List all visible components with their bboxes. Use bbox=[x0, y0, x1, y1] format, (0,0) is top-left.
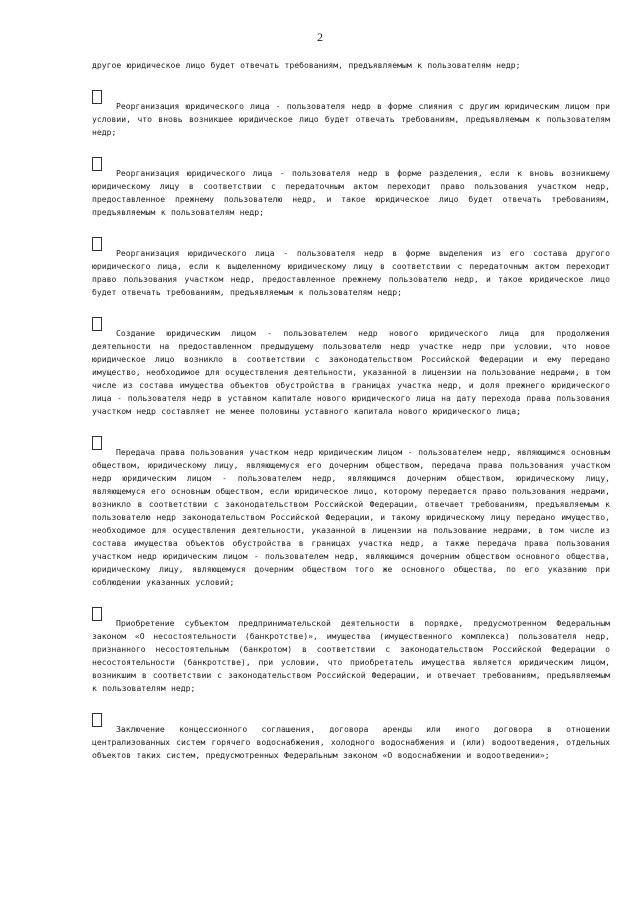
checkbox-icon[interactable] bbox=[92, 436, 102, 450]
page-number: 2 bbox=[317, 30, 323, 44]
checkbox-icon[interactable] bbox=[92, 157, 102, 171]
checkbox-icon[interactable] bbox=[92, 713, 102, 727]
checkbox-icon[interactable] bbox=[92, 237, 102, 251]
item-text: Реорганизация юридического лица - пользователя недр в форме выделения из его состава другого юридического лица, если к выделенному юридическому лицу в соответствии с передаточным актом переходит право пользования участком недр, предоставленное прежнему пользователю недр, и такое юридическое лицо будет отвечать требованиям, предъявляемым к пользователям недр; bbox=[92, 248, 610, 297]
item-text: Создание юридическим лицом - пользователем недр нового юридического лица для продолжения деятельности на предоставленном предыдущему пользователю недр участке недр при условии, что новое юридическое лицо возникло в соответствии с законодательством Российской Федерации и ему передано имущество, необходимое для осуществления деятельности, указанной в лицензии на пользование недрами, в том числе из состава имущества объектов обустройства в границах участка недр, и доля прежнего юридического лица - пользователя недр в уставном капитале нового юридического лица на дату перехода права пользования участком недр составляет не менее половины уставного капитала нового юридического лица; bbox=[92, 328, 610, 416]
item-text: Передача права пользования участком недр юридическим лицом - пользователем недр, являющимся основным обществом, юридическому лицу, являющемуся его дочерним обществом, передача права пользования участком недр юридическим лицом - пользователем недр, являющимся дочерним обществом, юридическому лицу, являющемуся его основным обществом, если юридическое лицо, которому передается право пользования недрами, возникло в соответствии с законодательством Российской Федерации, отвечает требованиям, предъявляемым к пользователю недр законодательством Российской Федерации, и такому юридическому лицу передано имущество, необходимое для осуществления деятельности, указанной в лицензии на пользование недрами, в том числе из состава имущества объектов обустройства в границах участка недр, а также передача права пользования участком недр юридическим лицом - пользователем недр, являющимся дочерним обществом основного общества, юридическому лицу, являющемуся дочерним обществом того же основного общества, по его указанию при соблюдении указанных условий; bbox=[92, 447, 610, 587]
item-text: Приобретение субъектом предпринимательской деятельности в порядке, предусмотренном Федеральным законом «О несостоятельности (банкротстве)», имущества (имущественного комплекса) пользователя недр, признанного несостоятельным (банкротом) в соответствии с законодательством Российской Федерации о несостоятельности (банкротстве), при условии, что приобретатель имущества является юридическим лицом, возникшим в соответствии с законодательством Российской Федерации, и отвечает требованиям, предъявляемым к пользователям недр; bbox=[92, 618, 610, 693]
item-text: Заключение концессионного соглашения, договора аренды или иного договора в отношении централизованных систем горячего водоснабжения, холодного водоснабжения и (или) водоотведения, отдельных объектов таких систем, предусмотренных Федеральным законом «О водоснабжении и водоотведении»; bbox=[92, 724, 610, 760]
list-item bbox=[92, 247, 610, 299]
list-item bbox=[92, 617, 610, 695]
checkbox-icon[interactable] bbox=[92, 90, 102, 104]
intro-paragraph: другое юридическое лицо будет отвечать требованиям, предъявляемым к пользователям недр; bbox=[92, 60, 521, 70]
list-item bbox=[92, 100, 610, 139]
document-body bbox=[92, 59, 610, 762]
list-item bbox=[92, 327, 610, 418]
item-text: Реорганизация юридического лица - пользователя недр в форме слияния с другим юридическим лицом при условии, что вновь возникшее юридическое лицо будет отвечать требованиям, предъявляемым к пользователям недр; bbox=[92, 101, 610, 137]
list-item bbox=[92, 723, 610, 762]
checkbox-icon[interactable] bbox=[92, 607, 102, 621]
checkbox-icon[interactable] bbox=[92, 317, 102, 331]
list-item bbox=[92, 167, 610, 219]
list-item bbox=[92, 446, 610, 589]
item-text: Реорганизация юридического лица - пользователя недр в форме разделения, если к вновь возникшему юридическому лицу в соответствии с передаточным актом переходит право пользования участком недр, предоставленное прежнему пользователю недр, и такое юридическое лицо будет отвечать требованиям, предъявляемым к пользователям недр; bbox=[92, 168, 610, 217]
